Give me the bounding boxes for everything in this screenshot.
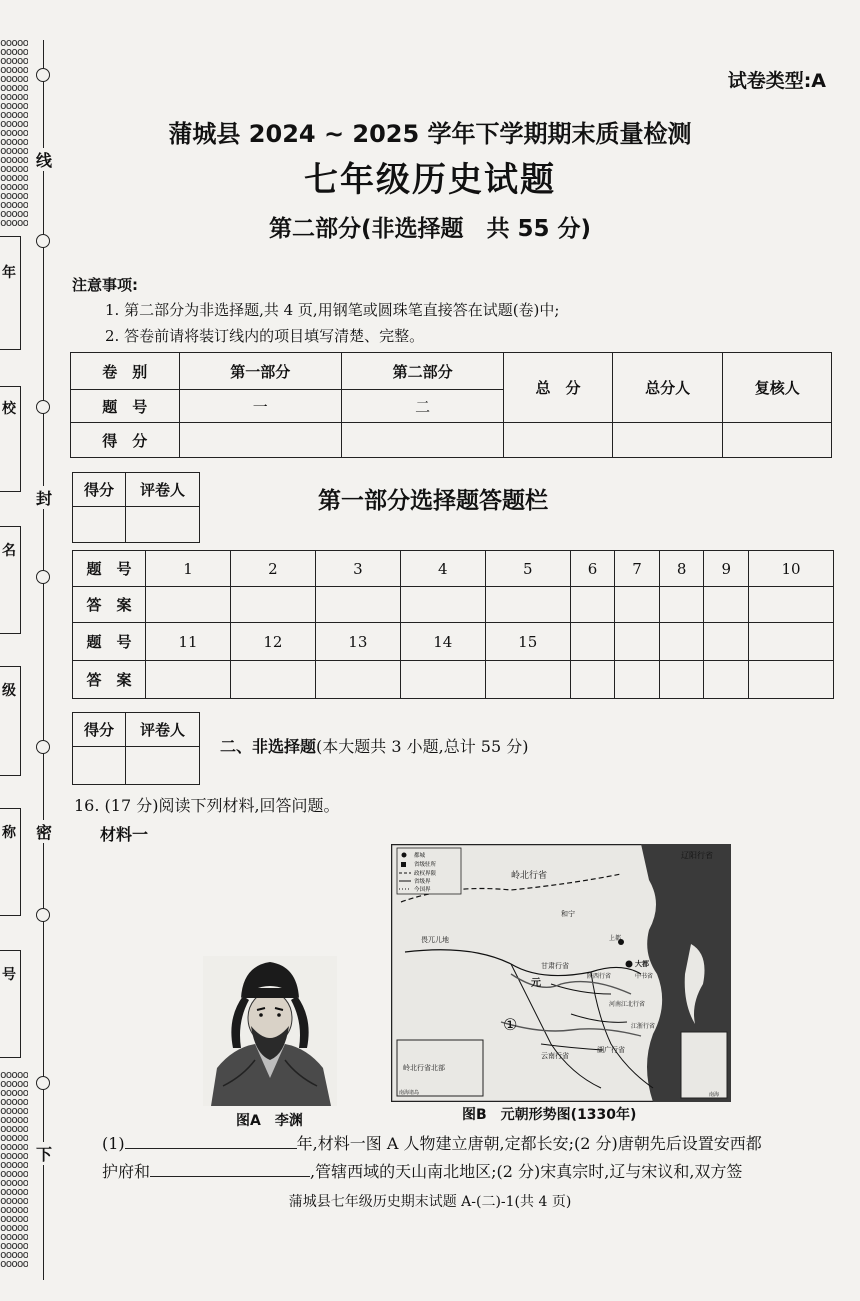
grader-score-label: 得分 <box>73 713 126 747</box>
score-table-header: 总 分 <box>504 353 613 423</box>
map-label: 云南行省 <box>541 1052 569 1060</box>
binding-field-label: 名 <box>2 543 16 559</box>
score-table-cell: 一 <box>179 390 341 423</box>
answer-cell-12[interactable] <box>230 661 315 699</box>
yuan-dynasty-map <box>391 844 731 1102</box>
score-input-part1[interactable] <box>179 423 341 458</box>
answer-grid <box>72 550 834 699</box>
legend-item: 今国界 <box>414 887 431 893</box>
q16-part1-text: ,管辖西域的天山南北地区;(2 分)宋真宗时,辽与宋议和,双方签 <box>310 1162 743 1181</box>
question-number: 15 <box>485 623 570 661</box>
score-table-cell: 二 <box>341 390 503 423</box>
answer-cell-8[interactable] <box>659 587 704 623</box>
binding-char-xia: 下 <box>33 1142 55 1165</box>
answer-cell-3[interactable] <box>315 587 400 623</box>
question-number: 6 <box>570 551 615 587</box>
map-label: 和宁 <box>561 910 575 918</box>
question-number: 14 <box>400 623 485 661</box>
score-table-header: 第二部分 <box>341 353 503 390</box>
question-number: 10 <box>749 551 834 587</box>
answer-grid-label: 题 号 <box>73 551 146 587</box>
binding-hole <box>36 908 50 922</box>
paper-type: 试卷类型:A <box>727 70 826 92</box>
grader-name-label: 评卷人 <box>126 713 200 747</box>
score-table-header: 总分人 <box>612 353 723 423</box>
binding-hole <box>36 1076 50 1090</box>
grader-name-input[interactable] <box>126 747 200 785</box>
q16-part1-line1 <box>102 1130 842 1157</box>
grader-box <box>72 712 200 785</box>
q16-part1-text: 年,材料一图 A 人物建立唐朝,定都长安;(2 分)唐朝先后设置安西都 <box>296 1134 762 1153</box>
empty-cell <box>749 623 834 661</box>
legend-capital-icon <box>402 853 407 858</box>
map-label: 上都 <box>609 935 622 942</box>
empty-cell <box>704 661 749 699</box>
notice-item: 1. 第二部分为非选择题,共 4 页,用钢笔或圆珠笔直接答在试题(卷)中; <box>105 301 560 319</box>
binding-char-feng: 封 <box>33 486 55 509</box>
binding-field-label: 号 <box>2 967 16 983</box>
section1-title: 第一部分选择题答题栏 <box>318 488 548 514</box>
q16-blank-protectorate[interactable] <box>150 1158 310 1177</box>
score-table <box>70 352 832 458</box>
answer-grid-label: 题 号 <box>73 623 146 661</box>
answer-cell-14[interactable] <box>400 661 485 699</box>
grader-name-input[interactable] <box>126 507 200 543</box>
binding-field-label: 校 <box>2 401 16 417</box>
section2-title <box>220 734 528 757</box>
map-label: 畏兀儿地 <box>421 936 449 944</box>
answer-grid-label: 答 案 <box>73 661 146 699</box>
figure-b-caption: 图B 元朝形势图(1330年) <box>462 1107 637 1123</box>
map-label: 湖广行省 <box>597 1046 625 1054</box>
notice-heading: 注意事项: <box>72 276 138 294</box>
map-label: 元 <box>531 978 541 989</box>
q16-blank-year[interactable] <box>125 1130 297 1149</box>
empty-cell <box>749 661 834 699</box>
legend-province-icon <box>401 862 406 867</box>
part-title: 第二部分(非选择题 共 55 分) <box>268 216 592 242</box>
notice-item: 2. 答卷前请将装订线内的项目填写清楚、完整。 <box>105 327 425 345</box>
legend-item: 省级驻所 <box>414 862 437 868</box>
dadu-marker-icon <box>626 961 633 968</box>
q16-part-number: (1) <box>102 1134 125 1153</box>
binding-char-mi: 密 <box>33 820 55 843</box>
map-marker-one: ① <box>503 1015 518 1034</box>
binding-dots-bottom: ooooo ooooo ooooo ooooo ooooo ooooo ooooo ooooo ooooo ooooo ooooo ooooo ooooo ooooo ooooo ooooo ooooo ooooo ooooo ooooo ooooo ooooo <box>0 1070 28 1270</box>
answer-cell-2[interactable] <box>230 587 315 623</box>
answer-cell-9[interactable] <box>704 587 749 623</box>
score-table-label: 得 分 <box>71 423 180 458</box>
answer-cell-11[interactable] <box>146 661 231 699</box>
question-number: 2 <box>230 551 315 587</box>
binding-hole <box>36 570 50 584</box>
map-label: 甘肃行省 <box>541 962 569 970</box>
question-number: 7 <box>615 551 660 587</box>
q16-part1-line2 <box>102 1158 842 1185</box>
q16-part1-text: 护府和 <box>102 1162 151 1181</box>
question-number: 5 <box>485 551 570 587</box>
map-label: 大都 <box>635 960 649 968</box>
grader-score-input[interactable] <box>73 747 126 785</box>
binding-hole <box>36 400 50 414</box>
section2-title-bold: 二、非选择题 <box>220 737 317 756</box>
question-number: 9 <box>704 551 749 587</box>
score-input-totaler[interactable] <box>612 423 723 458</box>
map-label: 南海诸岛 <box>399 1090 420 1096</box>
question-number: 12 <box>230 623 315 661</box>
question-number: 3 <box>315 551 400 587</box>
map-label: 南海 <box>709 1092 720 1098</box>
answer-cell-6[interactable] <box>570 587 615 623</box>
answer-cell-13[interactable] <box>315 661 400 699</box>
grader-box <box>72 472 200 543</box>
legend-item: 政权界限 <box>414 871 437 877</box>
binding-dots-top: ooooo ooooo ooooo ooooo ooooo ooooo ooooo ooooo ooooo ooooo ooooo ooooo ooooo ooooo ooooo ooooo ooooo ooooo ooooo ooooo ooooo <box>0 38 28 228</box>
question-number: 1 <box>146 551 231 587</box>
score-input-total[interactable] <box>504 423 613 458</box>
answer-cell-7[interactable] <box>615 587 660 623</box>
li-yuan-portrait-image <box>203 956 337 1106</box>
answer-cell-4[interactable] <box>400 587 485 623</box>
binding-hole <box>36 740 50 754</box>
score-table-label: 题 号 <box>71 390 180 423</box>
score-input-part2[interactable] <box>341 423 503 458</box>
map-label: 辽阳行省 <box>681 851 713 860</box>
binding-field-label: 年 <box>2 265 16 281</box>
question-16-stem: 16. (17 分)阅读下列材料,回答问题。 <box>74 796 340 815</box>
question-number: 8 <box>659 551 704 587</box>
answer-cell-1[interactable] <box>146 587 231 623</box>
map-label: 岭北行省 <box>511 871 548 881</box>
map-label: 河南江北行省 <box>609 1001 646 1008</box>
grader-score-label: 得分 <box>73 473 126 507</box>
question-number: 4 <box>400 551 485 587</box>
answer-grid-label: 答 案 <box>73 587 146 623</box>
exam-title: 蒲城县 2024 ~ 2025 学年下学期期末质量检测 <box>168 120 692 148</box>
answer-cell-15[interactable] <box>485 661 570 699</box>
question-number: 11 <box>146 623 231 661</box>
binding-field-grade[interactable] <box>0 236 21 350</box>
empty-cell <box>659 623 704 661</box>
map-label: 中书省 <box>635 973 654 980</box>
answer-cell-10[interactable] <box>749 587 834 623</box>
empty-cell <box>570 623 615 661</box>
binding-field-label: 级 <box>2 683 16 699</box>
material-label: 材料一 <box>100 825 149 844</box>
page-footer: 蒲城县七年级历史期末试题 A-(二)-1(共 4 页) <box>288 1194 572 1210</box>
map-label: 江浙行省 <box>631 1023 656 1030</box>
grader-score-input[interactable] <box>73 507 126 543</box>
grader-name-label: 评卷人 <box>126 473 200 507</box>
empty-cell <box>704 623 749 661</box>
score-input-reviewer[interactable] <box>723 423 832 458</box>
binding-field-label: 称 <box>2 825 16 841</box>
legend-item: 都城 <box>414 853 426 859</box>
empty-cell <box>615 661 660 699</box>
answer-cell-5[interactable] <box>485 587 570 623</box>
section2-title-rest: (本大题共 3 小题,总计 55 分) <box>316 737 529 756</box>
score-table-header: 第一部分 <box>179 353 341 390</box>
score-table-header: 卷 别 <box>71 353 180 390</box>
score-table-header: 复核人 <box>723 353 832 423</box>
legend-item: 省级界 <box>414 879 431 885</box>
empty-cell <box>570 661 615 699</box>
empty-cell <box>615 623 660 661</box>
empty-cell <box>659 661 704 699</box>
binding-char-xian: 线 <box>33 148 55 171</box>
map-label: 岭北行省北部 <box>403 1064 445 1072</box>
map-label: 陕西行省 <box>587 973 612 980</box>
exam-subject-title: 七年级历史试题 <box>304 160 556 200</box>
figure-a-caption: 图A 李渊 <box>236 1113 303 1129</box>
binding-hole <box>36 68 50 82</box>
question-number: 13 <box>315 623 400 661</box>
